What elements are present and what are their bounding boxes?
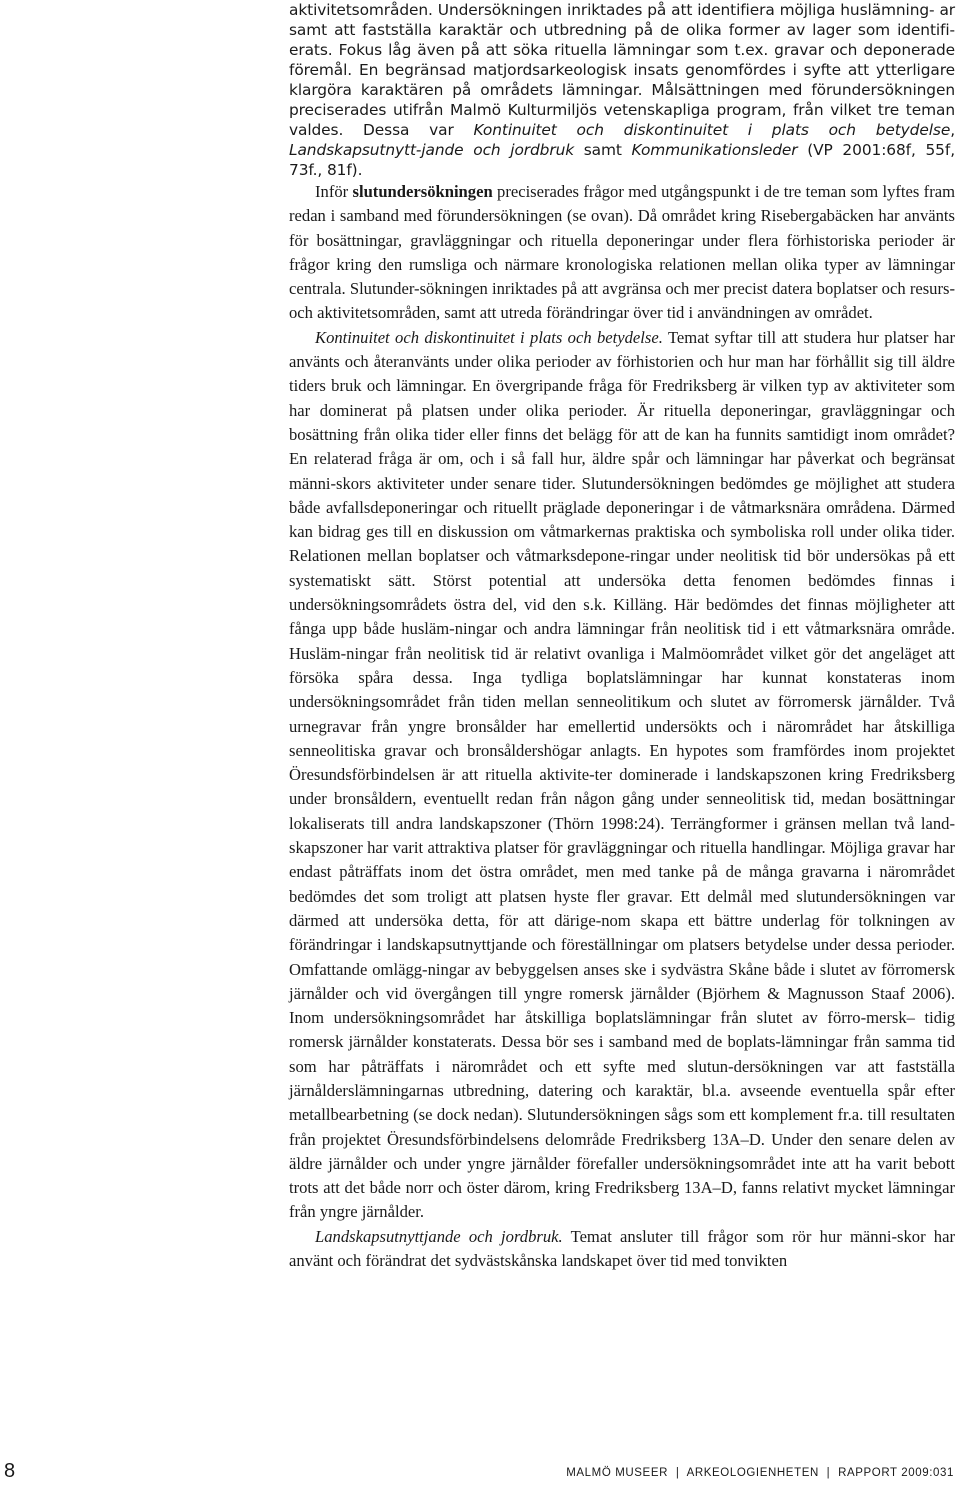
paragraph-landskap bbox=[289, 1225, 955, 1274]
sans-line: klargöra karaktären på områdets lämningar. Målsättningen med förundersökningen bbox=[289, 81, 955, 99]
footer-department: ARKEOLOGIENHETEN bbox=[686, 1467, 819, 1479]
running-footer bbox=[566, 1467, 954, 1479]
body-text-column bbox=[289, 0, 955, 1273]
footer-separator: | bbox=[826, 1467, 831, 1479]
sans-line: preciserades utifrån Malmö Kulturmiljös vetenskapliga program, från vilket tre teman bbox=[289, 101, 955, 119]
paragraph-body: Temat ansluter till frågor som rör hur männi-skor har använt och förändrat det sydvästskånska landskapet över tid med tonvikten bbox=[289, 1226, 955, 1271]
footer-separator: | bbox=[675, 1467, 680, 1479]
sans-line: ar samt att fastställa karaktär och utbredning på de olika former av lager som identifi- bbox=[289, 1, 955, 39]
theme-name-landscape: Landskapsutnytt-jande och jordbruk bbox=[289, 141, 575, 159]
sans-line: föremål. En begränsad matjordsarkeologisk insats genomfördes i syfte att ytterligare bbox=[289, 61, 955, 79]
section-heading-kontinuitet: Kontinuitet och diskontinuitet i plats och betydelse. bbox=[315, 327, 663, 347]
paragraph-body: preciserades frågor med utgångspunkt i de tre teman som lyftes fram redan i samband med förundersökningen (se ovan). Då området kring Risebergabäcken har använts för bosättningar, gravläggningar och rituella deponeringar under flera förhistoriska perioder är frågor kring den rumsliga och närmare kronologiska relationen mellan olika typer av lämningar centrala. Slutunder-sökningen inriktades på att avgränsa och mer precist datera boplatser och resurs- och aktivitetsområden, samt att utreda förändringar över tid i användningen av området. bbox=[289, 182, 955, 323]
sans-line: erats. Fokus låg även på att söka rituella lämningar som t.ex. gravar och deponerade bbox=[289, 41, 955, 59]
paragraph-slutundersokning bbox=[289, 180, 955, 326]
paragraph-kontinuitet bbox=[289, 326, 955, 1225]
bold-term: slutundersökningen bbox=[352, 182, 493, 201]
sans-line: valdes. Dessa var bbox=[289, 121, 474, 139]
paragraph-body: Temat syftar till att studera hur platser har använts och återanvänts under olika perioder av förhistorien och hur man har förhållit sig till äldre tiders bruk och lämningar. En övergripande fråga för Fredriksberg är vilken typ av aktiviteter som har dominerat på platsen under olika perioder. Är rituella deponeringar, gravläggningar och bosättning från olika tider eller finns det belägg för att de kan ha funnits samtidigt inom området? En relaterad fråga är om, och i så fall hur, äldre spår och lämningar har påverkat och begränsat männi-skors aktiviteter under senare tider. Slutundersökningen bedömdes ge möjlighet att studera både avfallsdeponeringar och rituellt präglade deponeringar i de våtmarksnära områdena. Därmed kan bidrag ges till en diskussion om våtmarkernas praktiska och symboliska roll under olika tider. Relationen mellan boplatser och våtmarksdepone-ringar under neolitisk tid bör undersökas på ett systematiskt sätt. Störst potential att undersöka detta fenomen bedömdes finnas i undersökningsområdets östra del, vid den s.k. Killäng. Här bedömdes det finnas möjligheter att fånga upp både husläm-ningar och andra lämningar från neolitisk tid i ett våtmarksnära område. Husläm-ningar från neolitisk tid är relativt ovanliga i Malmöområdet vilket gör det angeläget att försöka spåra dessa. Inga tydliga boplatslämningar har kunnat konstateras inom undersökningsområdet från tiden mellan senneolitikum och slutet av förromersk järnålder. Två urnegravar från yngre bronsålder har emellertid undersökts och i närområdet har åtskilliga senneolitiska gravar och bronsåldershögar anlagts. En hypotes som framfördes inom projektet Öresundsförbindelsen är att rituella aktivite-ter dominerade i landskapszonen kring Fredriksberg under bronsåldern, eventuellt redan från någon gång under senneolitisk tid, medan bosättningar lokaliserats till andra landskapszoner (Thörn 1998:24). Terrängformer i gränsen mellan två land-skapszoner har varit attraktiva platser för gravläggningar och rituella handlingar. Möjliga gravar har endast påträffats inom det östra området, men med tanke på de många gravarna i närområdet bedömdes det som troligt att platsen hyste fler gravar. Ett delmål med slutundersökningen var därmed att undersöka detta, för att därige-nom skapa ett bättre underlag för tolkningen av förändringar i landskapsutnyttjande och föreställningar om platsers betydelse under dessa perioder. Omfattande omlägg-ningar av bebyggelsen anses ske i sydvästra Skåne både i slutet av förromersk järnålder och vid övergången till yngre romersk järnålder (Björhem & Magnusson Staaf 2006). Inom undersökningsområdet har åtskilliga boplatslämningar från slutet av förro-mersk– tidig romersk järnålder konstaterats. Dessa bör ses i samband med de boplats-lämningar från samma tid som har påträffats i närområdet och ett syfte med slutun-dersökningen var att fastställa järnålderslämningarnas utbredning, datering och karaktär, bl.a. avseende eventuella spår efter metallbearbetning (se dock nedan). Slutundersökningen sågs som ett komplement fr.a. till resultaten från projektet Öresundsförbindelsens delområde Fredriksberg 13A–D. Under den senare delen av äldre järnålder och under yngre järnålder förefaller undersökningsområdet inte att ha varit bebott trots att det både norr och öster därom, kring Fredriksberg 13A–D, fanns relativt mycket lämningar från yngre järnålder. bbox=[289, 327, 955, 1222]
sans-reference: (VP 2001:68f, 55f, 73f., 81f). bbox=[289, 141, 955, 179]
sans-separator: , bbox=[950, 121, 955, 139]
footer-museum: MALMÖ MUSEER bbox=[566, 1467, 669, 1479]
theme-name-continuity: Kontinuitet och diskontinuitet i plats och betydelse bbox=[473, 121, 951, 139]
sans-conjunction: samt bbox=[574, 141, 632, 159]
theme-name-communication: Kommunikationsleder bbox=[631, 141, 798, 159]
section-heading-landskap: Landskapsutnyttjande och jordbruk. bbox=[315, 1226, 563, 1246]
sans-line: aktivitetsområden. Undersökningen inriktades på att identifiera möjliga huslämning- bbox=[289, 1, 935, 19]
sans-paragraph-text bbox=[289, 0, 955, 180]
page-number: 8 bbox=[4, 1460, 16, 1482]
footer-report: RAPPORT 2009:031 bbox=[838, 1467, 954, 1479]
sans-paragraph bbox=[289, 0, 955, 180]
paragraph-lead: Inför bbox=[315, 182, 353, 201]
